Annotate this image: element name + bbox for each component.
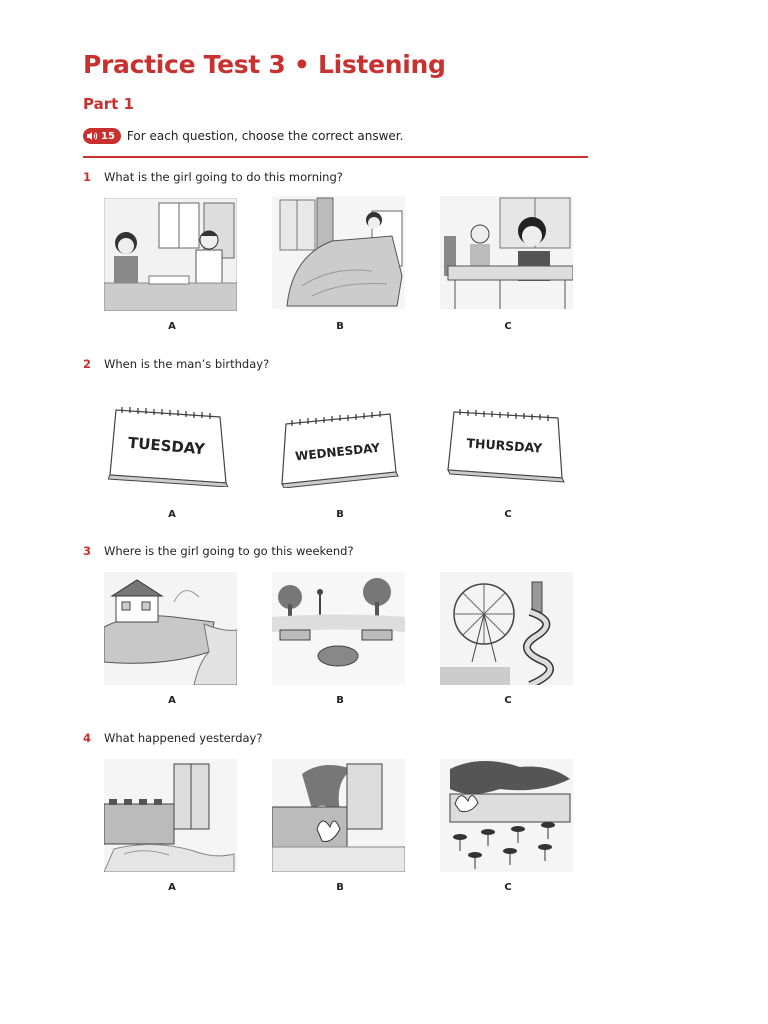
q1-option-c-image[interactable] [440, 196, 573, 309]
q3-option-b-label: B [336, 695, 344, 706]
calendar-day-text: TUESDAY [127, 433, 206, 459]
question-text: What happened yesterday? [104, 731, 263, 745]
question-3 [83, 544, 354, 558]
question-number: 4 [83, 731, 92, 745]
question-number: 3 [83, 544, 92, 558]
q2-option-b-calendar[interactable] [278, 410, 400, 488]
part-heading: Part 1 [83, 95, 134, 113]
q1-option-c-label: C [504, 321, 512, 332]
question-number: 1 [83, 170, 92, 184]
speaker-icon [87, 131, 98, 141]
q1-option-b-image[interactable] [272, 196, 405, 309]
calendar-day-text: WEDNESDAY [294, 440, 381, 464]
q4-option-c-image[interactable] [440, 759, 573, 872]
instruction-row [83, 128, 403, 144]
divider-rule [83, 156, 588, 158]
question-1 [83, 170, 343, 184]
q3-option-a-image[interactable] [104, 572, 237, 685]
track-number: 15 [101, 130, 115, 142]
question-text: What is the girl going to do this morning? [104, 170, 343, 184]
page-title: Practice Test 3 • Listening [83, 50, 446, 79]
q3-option-c-image[interactable] [440, 572, 573, 685]
question-4 [83, 731, 262, 745]
q2-option-a-calendar[interactable] [108, 405, 230, 487]
q1-option-b-label: B [336, 321, 344, 332]
q4-option-a-image[interactable] [104, 759, 237, 872]
q1-option-a-label: A [168, 321, 176, 332]
question-number: 2 [83, 357, 92, 371]
q1-option-a-image[interactable] [104, 198, 237, 311]
q4-option-c-label: C [504, 882, 512, 893]
q4-option-a-label: A [168, 882, 176, 893]
q2-option-a-label: A [168, 509, 176, 520]
q2-option-c-label: C [504, 509, 512, 520]
calendar-day-text: THURSDAY [466, 435, 543, 456]
question-text: When is the man’s birthday? [104, 357, 270, 371]
q4-option-b-label: B [336, 882, 344, 893]
instruction-text: For each question, choose the correct answer. [126, 129, 404, 143]
question-text: Where is the girl going to go this weekend? [104, 544, 354, 558]
q2-option-c-calendar[interactable] [444, 408, 566, 486]
q3-option-b-image[interactable] [272, 572, 405, 685]
q4-option-b-image[interactable] [272, 759, 405, 872]
q3-option-a-label: A [168, 695, 176, 706]
question-2 [83, 357, 269, 371]
q2-option-b-label: B [336, 509, 344, 520]
q3-option-c-label: C [504, 695, 512, 706]
audio-track-badge[interactable] [83, 128, 121, 144]
